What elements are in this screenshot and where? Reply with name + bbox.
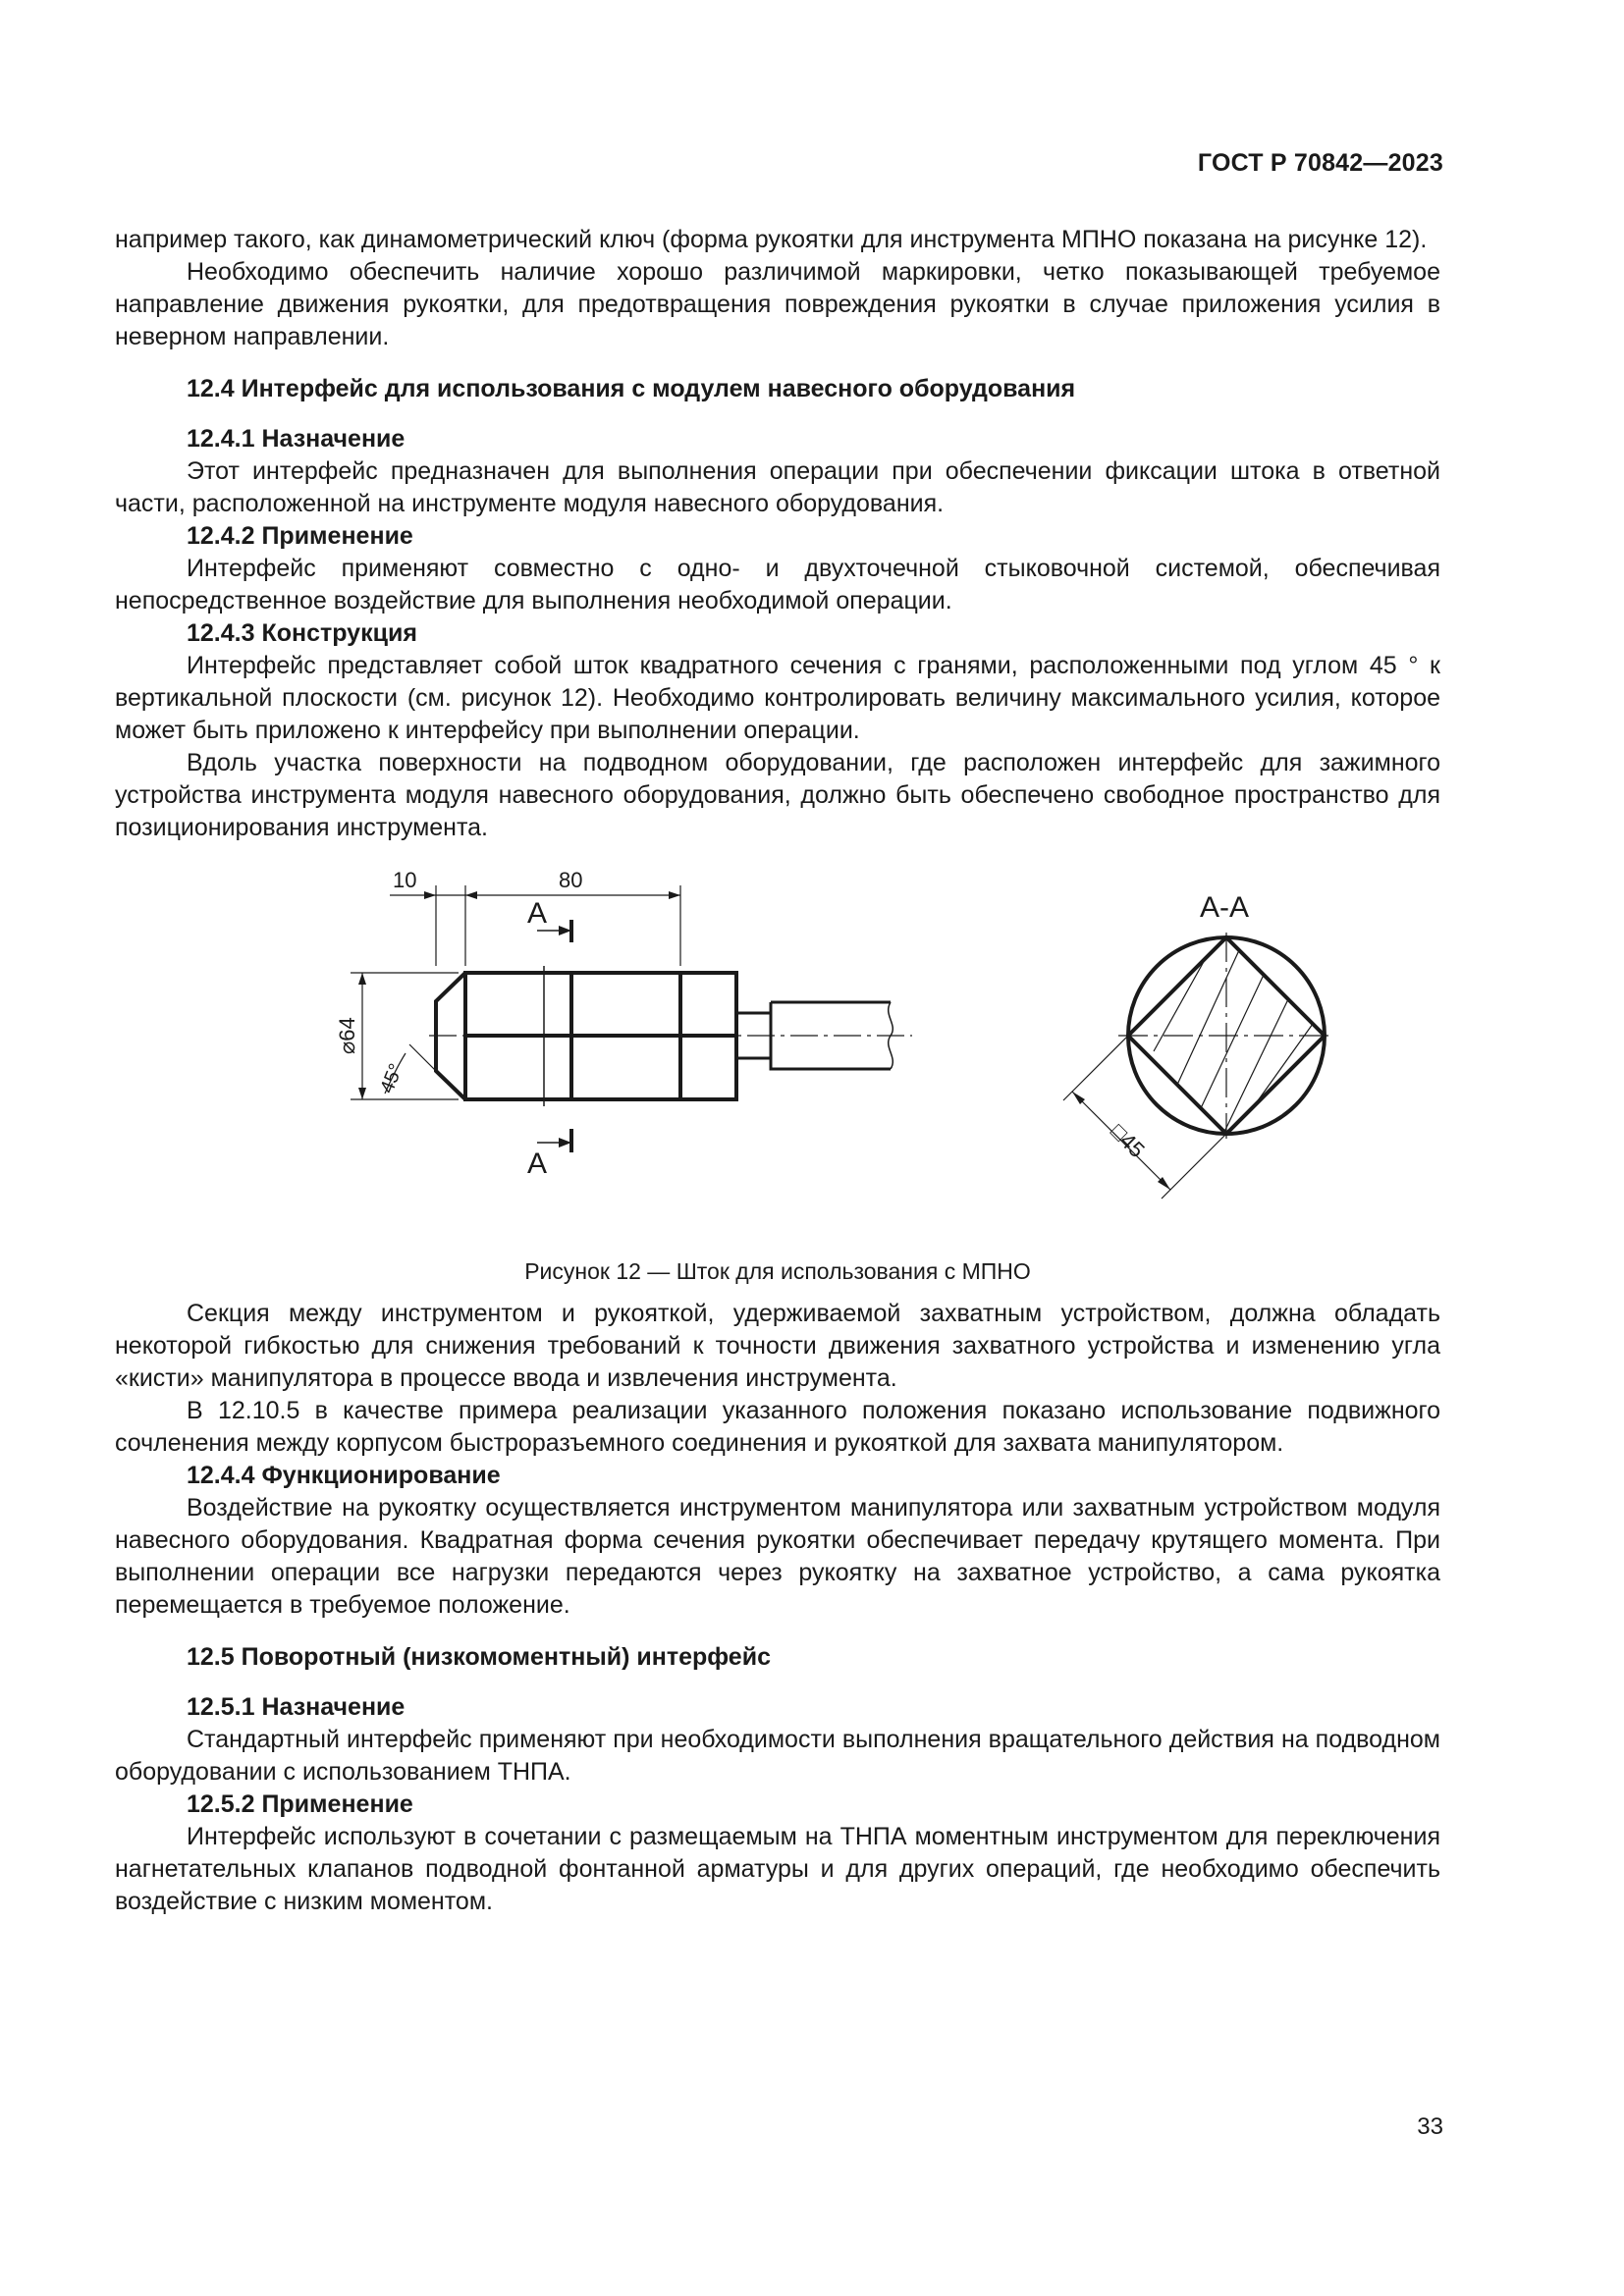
subsection-heading-12-4-3: 12.4.3 Конструкция bbox=[187, 619, 417, 647]
figure-12 bbox=[115, 866, 1440, 1298]
figure-caption: Рисунок 12 — Шток для использования с МПНО bbox=[524, 1258, 1031, 1284]
section-heading-12-4: 12.4 Интерфейс для использования с модулем навесного оборудования bbox=[187, 375, 1076, 402]
paragraph: Этот интерфейс предназначен для выполнения операции при обеспечении фиксации штока в ответной части, расположенной на инструменте модуля навесного оборудования. bbox=[115, 457, 1440, 517]
page-number: 33 bbox=[1417, 2113, 1443, 2140]
dim-diameter: ⌀64 bbox=[335, 1017, 359, 1054]
document-header: ГОСТ Р 70842—2023 bbox=[1197, 149, 1443, 177]
technical-drawing bbox=[115, 866, 1440, 1258]
subsection-heading-12-4-1: 12.4.1 Назначение bbox=[187, 425, 406, 453]
section-mark-bottom: А bbox=[527, 1148, 548, 1180]
section-mark-top: А bbox=[527, 897, 548, 930]
paragraph: В 12.10.5 в качестве примера реализации указанного положения показано использование подвижного сочленения между корпусом быстроразъемного соединения и рукояткой для захвата манипулятором. bbox=[115, 1397, 1440, 1457]
paragraph: Вдоль участка поверхности на подводном оборудовании, где расположен интерфейс для зажимного устройства инструмента модуля навесного оборудования, должно быть обеспечено свободное пространство для позиционирования инструмента. bbox=[115, 749, 1440, 841]
page-content bbox=[115, 224, 1440, 1918]
dim-square: □45 bbox=[1106, 1118, 1150, 1163]
paragraph: Стандартный интерфейс применяют при необходимости выполнения вращательного действия на подводном оборудовании с использованием ТНПА. bbox=[115, 1726, 1440, 1786]
paragraph: например такого, как динамометрический ключ (форма рукоятки для инструмента МПНО показана на рисунке 12). bbox=[115, 226, 1428, 253]
paragraph: Необходимо обеспечить наличие хорошо различимой маркировки, четко показывающей требуемое направление движения рукоятки, для предотвращения повреждения рукоятки в случае приложения усилия в неверном направлении. bbox=[115, 258, 1440, 350]
subsection-heading-12-4-4: 12.4.4 Функционирование bbox=[187, 1462, 501, 1489]
dim-10: 10 bbox=[393, 868, 417, 892]
paragraph: Секция между инструментом и рукояткой, удерживаемой захватным устройством, должна обладать некоторой гибкостью для снижения требований к точности движения захватного устройства и изменению угла «кисти» манипулятора в процессе ввода и извлечения инструмента. bbox=[115, 1300, 1440, 1392]
paragraph: Интерфейс используют в сочетании с размещаемым на ТНПА моментным инструментом для переключения нагнетательных клапанов подводной фонтанной арматуры и для других операций, где необходимо обеспечить воздействие с низким моментом. bbox=[115, 1823, 1440, 1915]
paragraph: Интерфейс применяют совместно с одно- и двухточечной стыковочной системой, обеспечивая непосредственное воздействие для выполнения необходимой операции. bbox=[115, 555, 1440, 614]
section-heading-12-5: 12.5 Поворотный (низкомоментный) интерфейс bbox=[187, 1643, 771, 1671]
section-title: А-А bbox=[1200, 891, 1250, 924]
subsection-heading-12-5-1: 12.5.1 Назначение bbox=[187, 1693, 406, 1721]
dim-80: 80 bbox=[559, 868, 583, 892]
section-view bbox=[1063, 891, 1334, 1199]
subsection-heading-12-4-2: 12.4.2 Применение bbox=[187, 522, 413, 550]
dim-angle: 45° bbox=[376, 1060, 407, 1096]
subsection-heading-12-5-2: 12.5.2 Применение bbox=[187, 1790, 413, 1818]
side-view bbox=[335, 868, 912, 1180]
paragraph: Воздействие на рукоятку осуществляется инструментом манипулятора или захватным устройством модуля навесного оборудования. Квадратная форма сечения рукоятки обеспечивает передачу крутящего момента. При выполнении операции все нагрузки передаются через рукоятку на захватное устройство, а сама рукоятка перемещается в требуемое положение. bbox=[115, 1494, 1440, 1619]
paragraph: Интерфейс представляет собой шток квадратного сечения с гранями, расположенными под углом 45 ° к вертикальной плоскости (см. рисунок 12). Необходимо контролировать величину максимального усилия, которое может быть приложено к интерфейсу при выполнении операции. bbox=[115, 652, 1440, 744]
